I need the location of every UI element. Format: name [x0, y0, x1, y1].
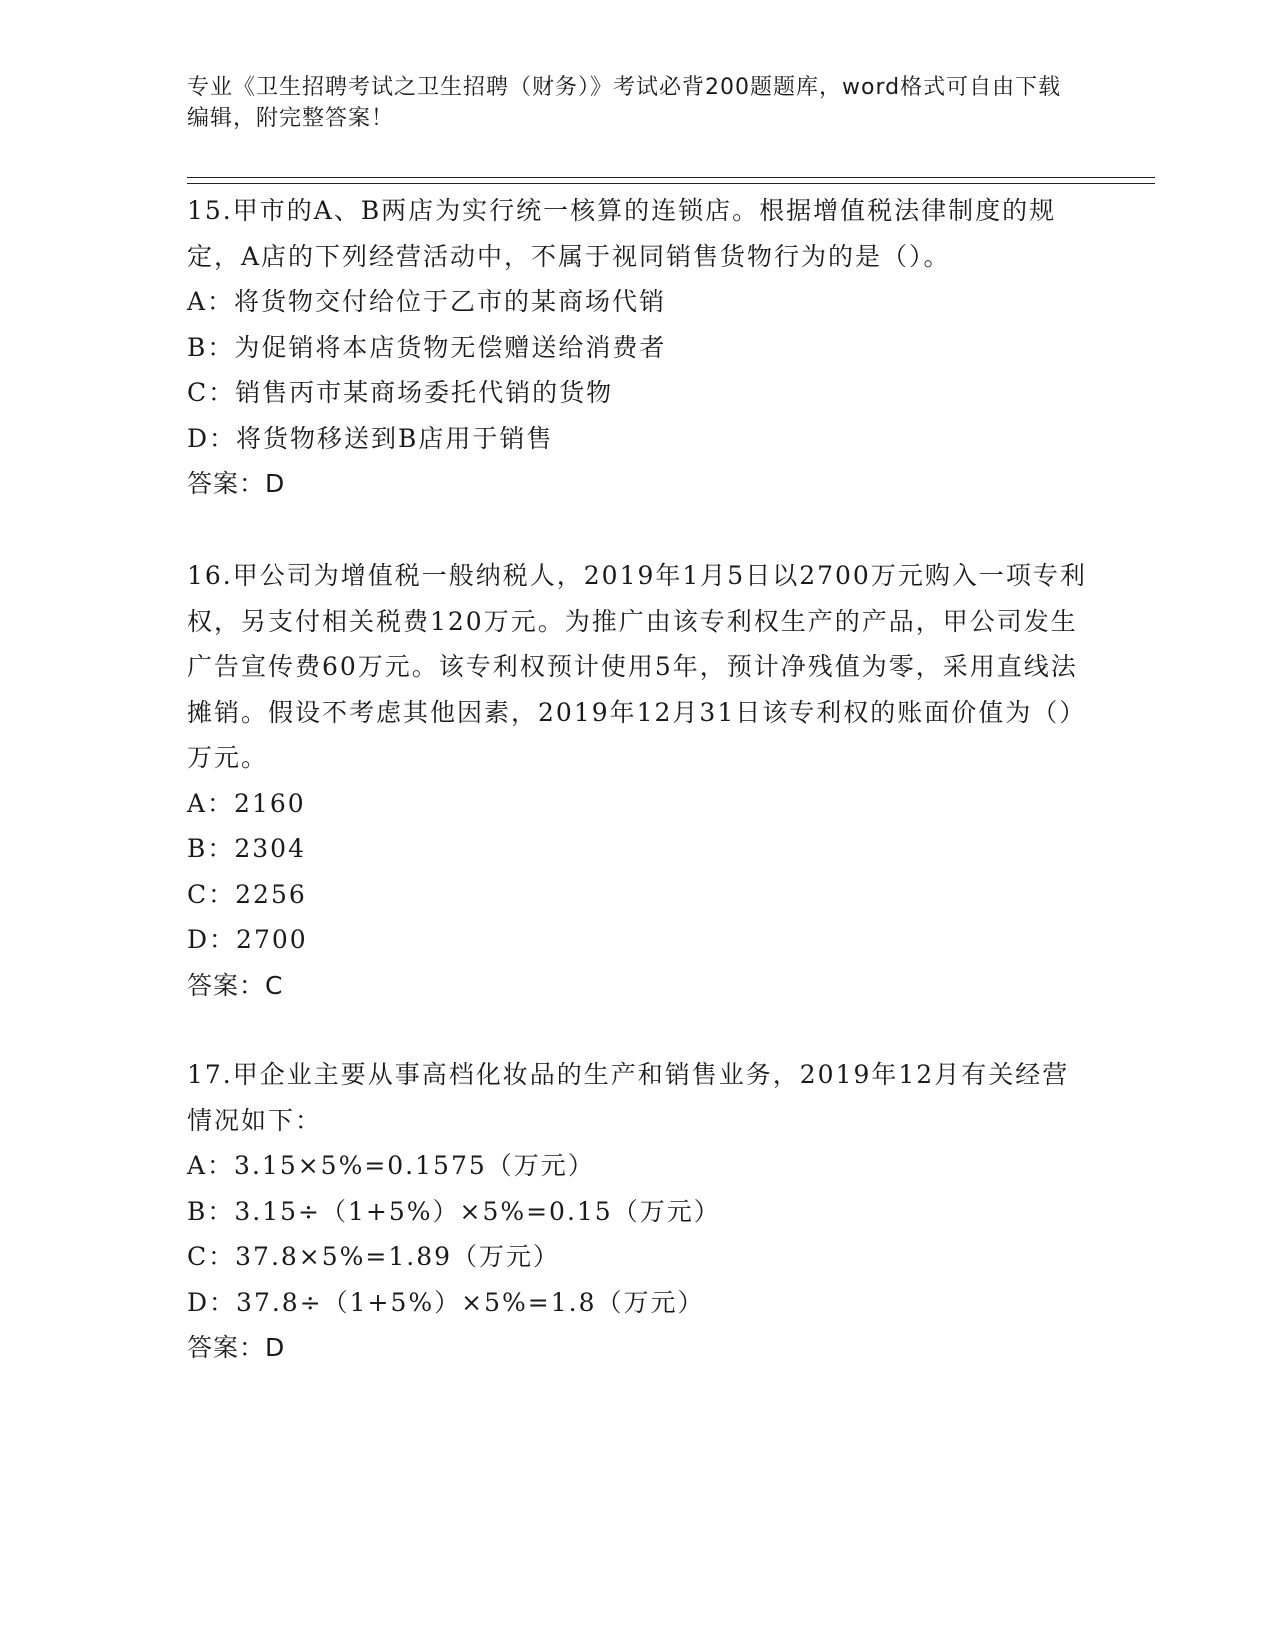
option-c: C：销售丙市某商场委托代销的货物: [187, 378, 614, 407]
option-a: A：将货物交付给位于乙市的某商场代销: [187, 287, 667, 316]
option-c: C：37.8×5%=1.89（万元）: [187, 1242, 561, 1271]
question-stem: 17.甲企业主要从事高档化妆品的生产和销售业务，2019年12月有关经营情况如下：: [187, 1060, 1070, 1135]
answer-line: 答案：C: [187, 970, 284, 1000]
question-16: [187, 553, 1087, 1008]
option-b: B：为促销将本店货物无偿赠送给消费者: [187, 332, 667, 362]
answer-line: 答案：D: [187, 469, 286, 498]
option-d: D：37.8÷（1+5%）×5%=1.8（万元）: [187, 1287, 705, 1317]
option-c: C：2256: [187, 879, 307, 909]
header-divider-bottom: [187, 183, 1155, 184]
option-a: A：3.15×5%=0.1575（万元）: [187, 1151, 595, 1180]
option-b: B：3.15÷（1+5%）×5%=0.15（万元）: [187, 1196, 721, 1226]
option-a: A：2160: [187, 788, 306, 818]
question-stem: 16.甲公司为增值税一般纳税人，2019年1月5日以2700万元购入一项专利权，另支付相关税费120万元。为推广由该专利权生产的产品，甲公司发生广告宣传费60万元。该专利权预计使用5年，预计净残值为零，采用直线法摊销。假设不考虑其他因素，2019年12月31日该专利权的账面价值为（）万元。: [187, 561, 1087, 772]
header-divider-top: [187, 177, 1155, 178]
option-b: B：2304: [187, 834, 306, 863]
option-d: D：将货物移送到B店用于销售: [187, 423, 554, 453]
option-d: D：2700: [187, 925, 308, 954]
document-header: 专业《卫生招聘考试之卫生招聘（财务）》考试必背200题题库，word格式可自由下载编辑，附完整答案！: [187, 75, 1062, 131]
question-15: [187, 188, 1087, 507]
question-17: [187, 1052, 1087, 1371]
answer-line: 答案：D: [187, 1333, 286, 1362]
question-stem: 15.甲市的A、B两店为实行统一核算的连锁店。根据增值税法律制度的规定，A店的下列经营活动中，不属于视同销售货物行为的是（）。: [187, 196, 1057, 271]
